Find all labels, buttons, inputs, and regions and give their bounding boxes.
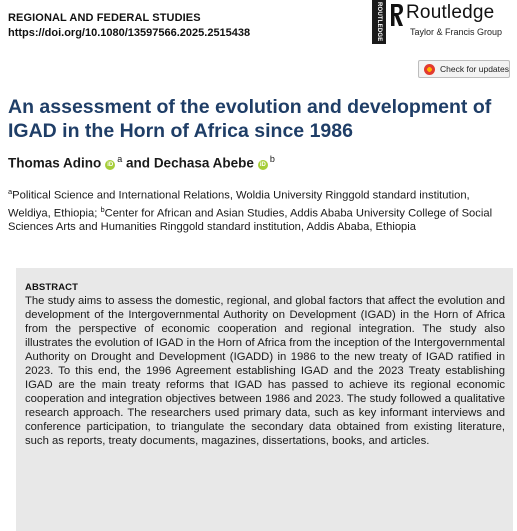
article-title: An assessment of the evolution and development of IGAD in the Horn of Africa since 1986 (8, 96, 492, 142)
author-line (8, 154, 275, 171)
journal-name: REGIONAL AND FEDERAL STUDIES (8, 12, 201, 24)
routledge-r-icon (390, 3, 404, 27)
publisher-name: Routledge (406, 2, 495, 23)
author-conjunction: and (126, 155, 151, 171)
affiliations (8, 185, 514, 234)
affiliation-a: Political Science and International Relations, Woldia University Ringgold standard institution, Weldiya, Ethiopia; (8, 189, 470, 220)
author-name: Thomas Adino (8, 155, 102, 171)
publisher-group: Taylor & Francis Group (410, 27, 503, 37)
publisher-logo (372, 0, 512, 48)
orcid-icon[interactable]: iD (107, 161, 114, 168)
check-for-updates-label: Check for updates (440, 64, 509, 74)
abstract-text: The study aims to assess the domestic, regional, and global factors that affect the evolution and development of the Intergovernmental Authority on Development (IGAD) in the Horn of Africa from the perspective of economic cooperation and regional integration. The study also illustrates the evolution of IGAD in the Horn of Africa from the inception of the Intergovernmental Authority on Drought and Development (IGADD) in 1986 to the new treaty of IGAD ratified in 2023. To this end, the 1996 Agreement establishing IGAD and the 2023 Treaty establishing IGAD are the main treaty reforms that IGAD has passed to achieve its regional economic cooperation and integration objectives between 1986 and 2023. The study followed a qualitative research approach. The researchers used primary data, such as key informant interviews and conference participation, to triangulate the secondary data obtained from existing literature, such as reports, treaty documents, magazines, dissertations, books, and articles. (25, 295, 505, 448)
doi-link[interactable]: https://doi.org/10.1080/13597566.2025.2515438 (8, 27, 251, 39)
orcid-icon[interactable]: iD (259, 161, 266, 168)
publisher-strip: ROUTLEDGE (372, 0, 386, 44)
abstract-heading: ABSTRACT (25, 282, 79, 293)
check-for-updates-button[interactable] (418, 60, 510, 78)
crossmark-icon (424, 64, 435, 75)
affiliation-mark: b (100, 204, 105, 214)
affiliation-mark: a (8, 187, 13, 196)
affiliation-b: Center for African and Asian Studies, Addis Ababa University College of Social Sciences Arts and Humanities Ringgold standard institution, Addis Ababa, Ethiopia (8, 207, 493, 234)
author-name: Dechasa Abebe (153, 155, 254, 171)
abstract-box (16, 268, 513, 531)
affiliation-mark: b (269, 154, 275, 164)
affiliation-mark: a (117, 154, 123, 164)
